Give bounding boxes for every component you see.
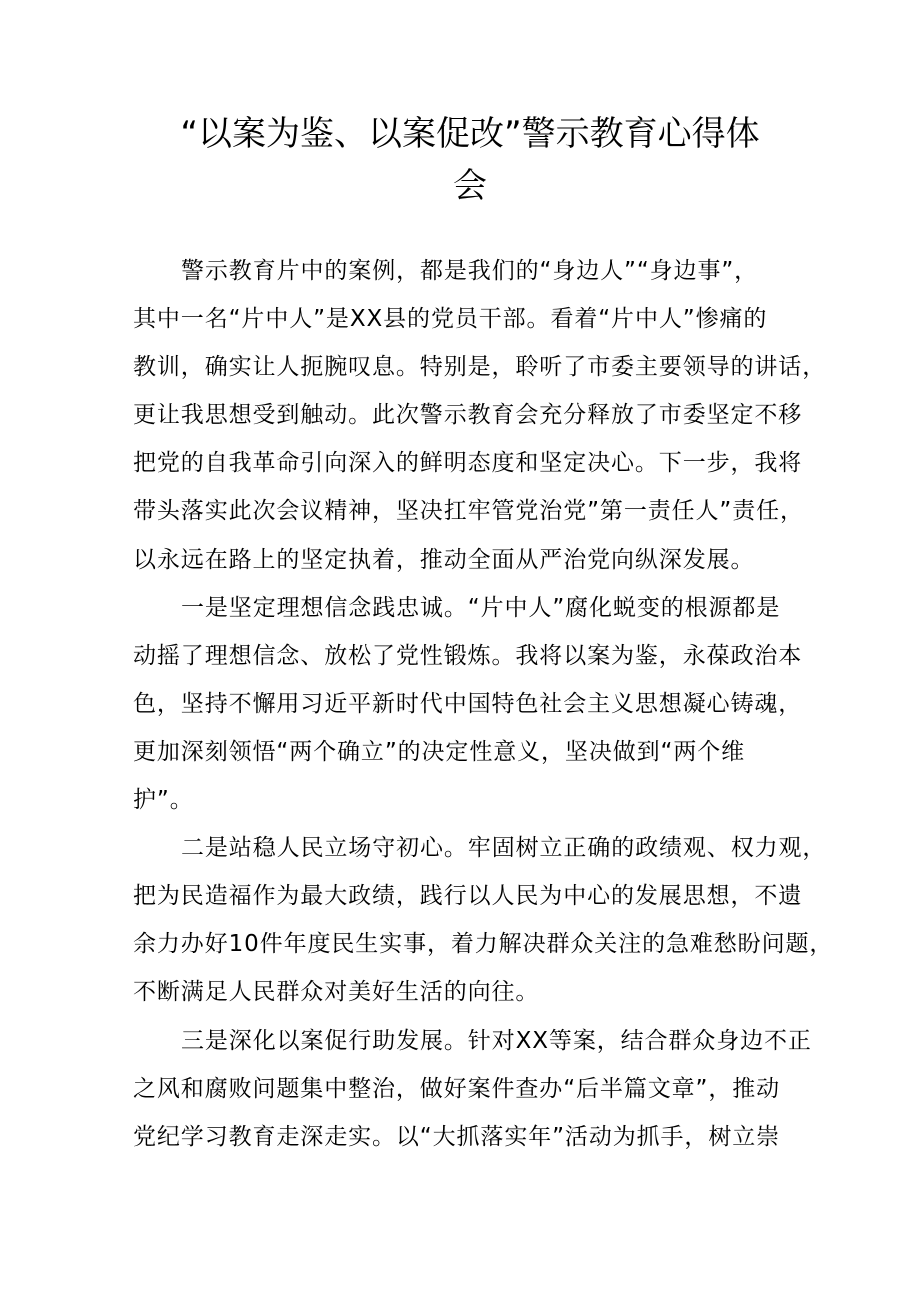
body-text-line: 更让我思想受到触动。此次警示教育会充分释放了市委坚定不移	[133, 402, 803, 429]
body-text-line: 更加深刻领悟“两个确立”的决定性意义，坚决做到“两个维	[133, 738, 746, 765]
body-text-line: 三是深化以案促行助发展。针对XX等案，结合群众身边不正	[181, 1027, 812, 1054]
body-text-line: 动摇了理想信念、放松了党性锻炼。我将以案为鉴，永葆政治本	[133, 642, 803, 669]
body-text-line: 教训，确实让人扼腕叹息。特别是，聆听了市委主要领导的讲话，	[133, 354, 827, 381]
body-text-line: 余力办好10件年度民生实事，着力解决群众关注的急难愁盼问题，	[133, 931, 834, 958]
document-title	[170, 108, 770, 212]
body-text-line: 以永远在路上的坚定执着，推动全面从严治党向纵深发展。	[133, 546, 755, 573]
title-line-2: 会	[453, 166, 487, 206]
body-text-line: 不断满足人民群众对美好生活的向往。	[133, 979, 540, 1006]
body-text-line: 色，坚持不懈用习近平新时代中国特色社会主义思想凝心铸魂，	[133, 690, 803, 717]
body-text-line: 一是坚定理想信念践忠诚。“片中人”腐化蜕变的根源都是	[181, 594, 781, 621]
body-text-line: 其中一名“片中人”是XX县的党员干部。看着“片中人”惨痛的	[133, 306, 768, 333]
body-text-line: 把党的自我革命引向深入的鲜明态度和坚定决心。下一步，我将	[133, 450, 803, 477]
document-body	[133, 247, 834, 1161]
body-text-line: 二是站稳人民立场守初心。牢固树立正确的政绩观、权力观，	[181, 835, 827, 862]
body-text-line: 把为民造福作为最大政绩，践行以人民为中心的发展思想，不遗	[133, 883, 803, 910]
body-text-line: 之风和腐败问题集中整治，做好案件查办“后半篇文章”，推动	[133, 1075, 781, 1102]
title-line-1: “以案为鉴、以案促改”警示教育心得体	[180, 114, 760, 154]
body-text-line: 警示教育片中的案例，都是我们的“身边人”“身边事”，	[181, 258, 759, 284]
body-text-line: 带头落实此次会议精神，坚决扛牢管党治党”第一责任人”责任，	[133, 498, 804, 525]
body-text-line: 护”。	[133, 787, 194, 814]
body-text-line: 党纪学习教育走深走实。以“大抓落实年”活动为抓手，树立崇	[133, 1123, 781, 1150]
